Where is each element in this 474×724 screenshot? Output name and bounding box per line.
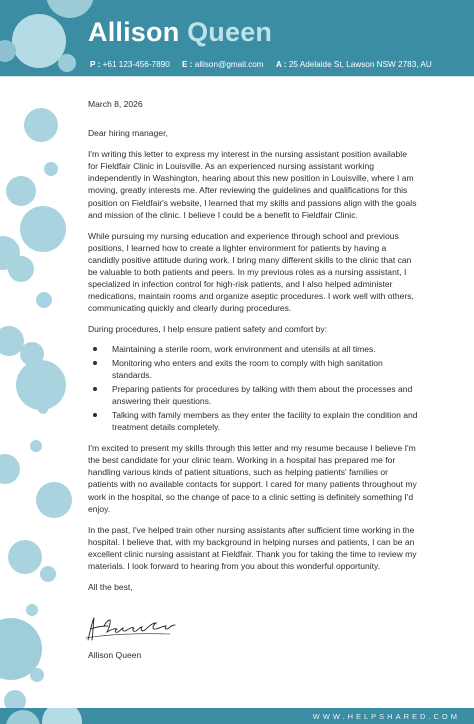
decorative-bubble (58, 54, 76, 72)
decorative-bubble (8, 256, 34, 282)
decorative-bubble (30, 440, 42, 452)
decorative-bubble (42, 708, 82, 724)
bullet-item: Maintaining a sterile room, work environment and utensils at all times. (88, 343, 418, 355)
decorative-bubble (6, 710, 40, 724)
phone-label: P : (90, 60, 101, 69)
decorative-bubble (6, 176, 36, 206)
contact-line (90, 60, 432, 69)
closing: All the best, (88, 582, 133, 593)
last-name: Queen (187, 17, 273, 47)
phone-number: +61 123-456-7890 (102, 60, 170, 69)
letter-paragraph: During procedures, I help ensure patient safety and comfort by: (88, 324, 327, 335)
letter-paragraph: I'm writing this letter to express my interest in the nursing assistant position available for Fieldfair Clinic in Louisville. As an experienced nursing assistant working independently in Washington, hearing about this new position in Louisville, where I am moving, greatly interests me. After reviewing the guidelines and qualifications for this position on Fieldfair's website, I learned that my skills and passions align with the goals and mission of the clinic. I believe I could be a benefit to Fieldfair Clinic. (88, 149, 417, 220)
decorative-bubble (44, 162, 58, 176)
decorative-bubble (46, 0, 94, 18)
letter-paragraph: In the past, I've helped train other nursing assistants after sufficient time working in the hospital. I believe that, with my background in helping nurses and patients, I can be an excellent clinic nursing assistant at Fieldfair. Thank you for taking the time to review my materials. I look forward to hearing from you about this wonderful opportunity. (88, 524, 417, 571)
letter-paragraph: While pursuing my nursing education and experience through school and previous positions, I learned how to create a lighter environment for patients by having a candidly positive attitude during work. I bring many different skills to the clinic that can be valuable to both patients and peers. In my previous roles as a nursing assistant, I specialized in infection control for high-risk patients, and I also helped administer medications, maintain rooms and organize aseptic procedures. I work well with others, communicating quickly and clearly during procedures. (88, 230, 414, 314)
decorative-bubble (36, 292, 52, 308)
letter-footer (0, 708, 474, 724)
letter-body (88, 98, 418, 602)
footer-website: WWW.HELPSHARED.COM (312, 712, 460, 721)
decorative-bubble (38, 404, 48, 414)
decorative-bubble (40, 566, 56, 582)
letter-paragraph: I'm excited to present my skills through this letter and my resume because I believe I'm the best candidate for your clinic team. Working in a hospital has prepared me for handling various kinds of patient situations, such as helping patients' families or patients with no available contacts for support. I cared for many patients throughout my work in the hospital, so the change of pace to a clinic setting is definitely something I'd enjoy. (88, 443, 417, 514)
email-address: allison@gmail.com (194, 60, 264, 69)
decorative-bubble (24, 108, 58, 142)
decorative-bubble (0, 454, 20, 484)
bullet-item: Preparing patients for procedures by talking with them about the processes and answering their questions. (88, 383, 418, 407)
decorative-bubble (16, 360, 66, 410)
decorative-bubble (20, 206, 66, 252)
letter-date: March 8, 2026 (88, 99, 143, 109)
postal-address: 25 Adelaide St, Lawson NSW 2783, AU (288, 60, 432, 69)
decorative-bubble (8, 540, 42, 574)
address-label: A : (275, 60, 287, 69)
email-label: E : (182, 60, 193, 69)
decorative-bubble (26, 604, 38, 616)
decorative-bubble (30, 668, 44, 682)
signature-image (84, 614, 176, 644)
letter-header (0, 0, 474, 76)
bullet-list (88, 343, 418, 434)
bullet-item: Talking with family members as they enter the facility to explain the condition and treatment details completely. (88, 409, 418, 433)
decorative-bubble (0, 40, 16, 62)
header-divider (0, 76, 474, 77)
first-name: Allison (88, 17, 180, 47)
applicant-name (88, 17, 272, 48)
salutation: Dear hiring manager, (88, 128, 168, 139)
signer-name: Allison Queen (88, 650, 142, 660)
decorative-bubble (36, 482, 72, 518)
bullet-item: Monitoring who enters and exits the room to comply with high sanitation standards. (88, 357, 418, 381)
